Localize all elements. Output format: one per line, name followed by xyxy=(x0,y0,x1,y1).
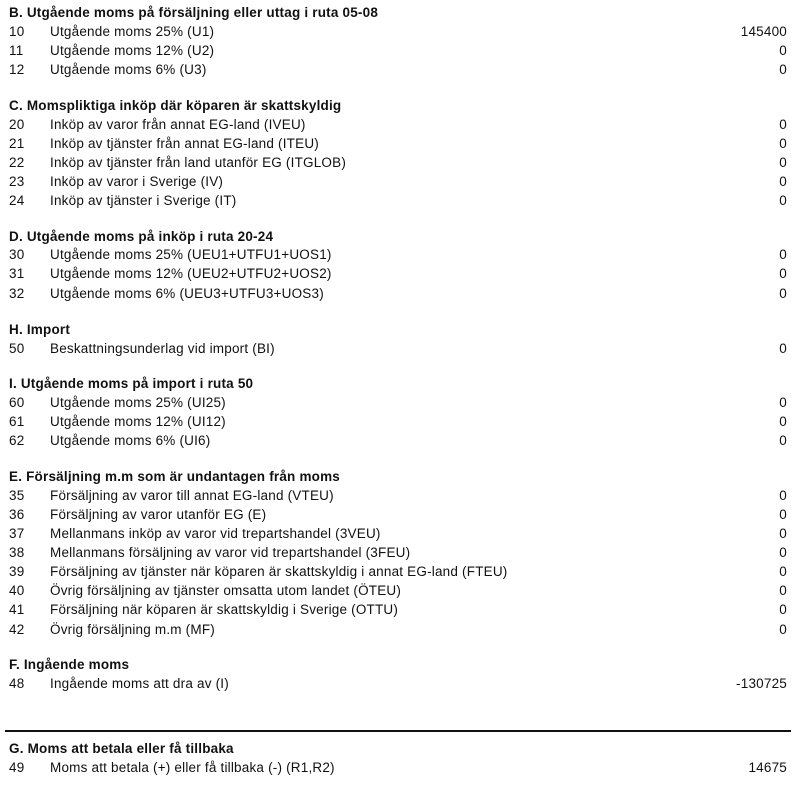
table-row xyxy=(0,41,800,60)
row-label: Inköp av varor i Sverige (IV) xyxy=(50,174,224,189)
row-value: 0 xyxy=(779,117,787,132)
row-number: 35 xyxy=(9,488,25,503)
table-row xyxy=(0,758,800,777)
row-number: 32 xyxy=(9,286,25,301)
row-value: 0 xyxy=(779,174,787,189)
row-value: 0 xyxy=(779,433,787,448)
table-row xyxy=(0,191,800,210)
section-title-d: D. Utgående moms på inköp i ruta 20-24 xyxy=(9,229,274,244)
row-value: 0 xyxy=(779,266,787,281)
row-number: 41 xyxy=(9,602,25,617)
table-row xyxy=(0,172,800,191)
table-row xyxy=(0,60,800,79)
row-number: 12 xyxy=(9,62,25,77)
row-label: Utgående moms 6% (UEU3+UTFU3+UOS3) xyxy=(50,286,324,301)
table-row xyxy=(0,115,800,134)
row-number: 40 xyxy=(9,583,25,598)
row-label: Utgående moms 25% (U1) xyxy=(50,24,215,39)
table-row xyxy=(0,505,800,524)
row-number: 11 xyxy=(9,43,24,58)
table-row xyxy=(0,245,800,264)
row-number: 22 xyxy=(9,155,25,170)
row-label: Moms att betala (+) eller få tillbaka (-) (R1,R2) xyxy=(50,760,335,775)
row-value: 0 xyxy=(779,602,787,617)
row-value: -130725 xyxy=(736,676,787,691)
row-number: 49 xyxy=(9,760,25,775)
row-label: Utgående moms 6% (UI6) xyxy=(50,433,211,448)
table-row xyxy=(0,543,800,562)
row-value: 14675 xyxy=(748,760,787,775)
row-label: Utgående moms 12% (U2) xyxy=(50,43,215,58)
section-title-h: H. Import xyxy=(9,322,71,337)
row-label: Inköp av tjänster i Sverige (IT) xyxy=(50,193,237,208)
row-value: 0 xyxy=(779,622,787,637)
row-number: 24 xyxy=(9,193,25,208)
table-row xyxy=(0,562,800,581)
table-row xyxy=(0,620,800,639)
row-label: Försäljning av varor till annat EG-land (VTEU) xyxy=(50,488,334,503)
row-number: 21 xyxy=(9,136,25,151)
row-number: 39 xyxy=(9,564,25,579)
row-label: Försäljning när köparen är skattskyldig i Sverige (OTTU) xyxy=(50,602,399,617)
row-value: 0 xyxy=(779,526,787,541)
row-value: 0 xyxy=(779,564,787,579)
table-row xyxy=(0,674,800,693)
section-title-e: E. Försäljning m.m som är undantagen från moms xyxy=(9,469,341,484)
section-title-b: B. Utgående moms på försäljning eller uttag i ruta 05-08 xyxy=(9,5,379,20)
section-divider xyxy=(5,730,791,732)
table-row xyxy=(0,339,800,358)
row-value: 0 xyxy=(779,62,787,77)
row-number: 50 xyxy=(9,341,25,356)
row-label: Övrig försäljning m.m (MF) xyxy=(50,622,215,637)
row-label: Inköp av varor från annat EG-land (IVEU) xyxy=(50,117,306,132)
row-value: 0 xyxy=(779,341,787,356)
row-label: Mellanmans försäljning av varor vid trepartshandel (3FEU) xyxy=(50,545,411,560)
row-label: Övrig försäljning av tjänster omsatta utom landet (ÖTEU) xyxy=(50,583,402,598)
table-row xyxy=(0,284,800,303)
table-row xyxy=(0,600,800,619)
table-row xyxy=(0,431,800,450)
row-number: 36 xyxy=(9,507,25,522)
row-value: 0 xyxy=(779,286,787,301)
row-number: 10 xyxy=(9,24,25,39)
table-row xyxy=(0,524,800,543)
table-row xyxy=(0,486,800,505)
row-value: 0 xyxy=(779,583,787,598)
row-value: 0 xyxy=(779,414,787,429)
row-value: 0 xyxy=(779,488,787,503)
row-value: 0 xyxy=(779,136,787,151)
row-label: Beskattningsunderlag vid import (BI) xyxy=(50,341,275,356)
row-label: Utgående moms 12% (UI12) xyxy=(50,414,226,429)
row-label: Försäljning av tjänster när köparen är skattskyldig i annat EG-land (FTEU) xyxy=(50,564,508,579)
table-row xyxy=(0,22,800,41)
row-number: 31 xyxy=(9,266,25,281)
row-number: 20 xyxy=(9,117,25,132)
row-label: Ingående moms att dra av (I) xyxy=(50,676,229,691)
row-label: Utgående moms 25% (UI25) xyxy=(50,395,226,410)
table-row xyxy=(0,393,800,412)
row-number: 23 xyxy=(9,174,25,189)
row-number: 61 xyxy=(9,414,25,429)
row-number: 30 xyxy=(9,247,25,262)
table-row xyxy=(0,153,800,172)
table-row xyxy=(0,264,800,283)
row-label: Mellanmans inköp av varor vid trepartshandel (3VEU) xyxy=(50,526,381,541)
row-label: Utgående moms 12% (UEU2+UTFU2+UOS2) xyxy=(50,266,332,281)
section-title-f: F. Ingående moms xyxy=(9,657,130,672)
row-value: 0 xyxy=(779,395,787,410)
section-title-g: G. Moms att betala eller få tillbaka xyxy=(9,741,234,756)
section-title-c: C. Momspliktiga inköp där köparen är skattskyldig xyxy=(9,98,342,113)
row-label: Inköp av tjänster från annat EG-land (ITEU) xyxy=(50,136,319,151)
table-row xyxy=(0,581,800,600)
row-label: Försäljning av varor utanför EG (E) xyxy=(50,507,267,522)
row-value: 0 xyxy=(779,155,787,170)
row-number: 42 xyxy=(9,622,25,637)
row-label: Utgående moms 6% (U3) xyxy=(50,62,207,77)
table-row xyxy=(0,134,800,153)
row-number: 48 xyxy=(9,676,25,691)
row-label: Utgående moms 25% (UEU1+UTFU1+UOS1) xyxy=(50,247,332,262)
row-value: 0 xyxy=(779,507,787,522)
row-number: 62 xyxy=(9,433,25,448)
row-value: 0 xyxy=(779,193,787,208)
row-number: 38 xyxy=(9,545,25,560)
row-value: 0 xyxy=(779,247,787,262)
row-number: 37 xyxy=(9,526,25,541)
row-number: 60 xyxy=(9,395,25,410)
row-value: 0 xyxy=(779,545,787,560)
row-value: 145400 xyxy=(740,24,787,39)
row-label: Inköp av tjänster från land utanför EG (ITGLOB) xyxy=(50,155,347,170)
table-row xyxy=(0,412,800,431)
row-value: 0 xyxy=(779,43,787,58)
section-title-i: I. Utgående moms på import i ruta 50 xyxy=(9,376,254,391)
